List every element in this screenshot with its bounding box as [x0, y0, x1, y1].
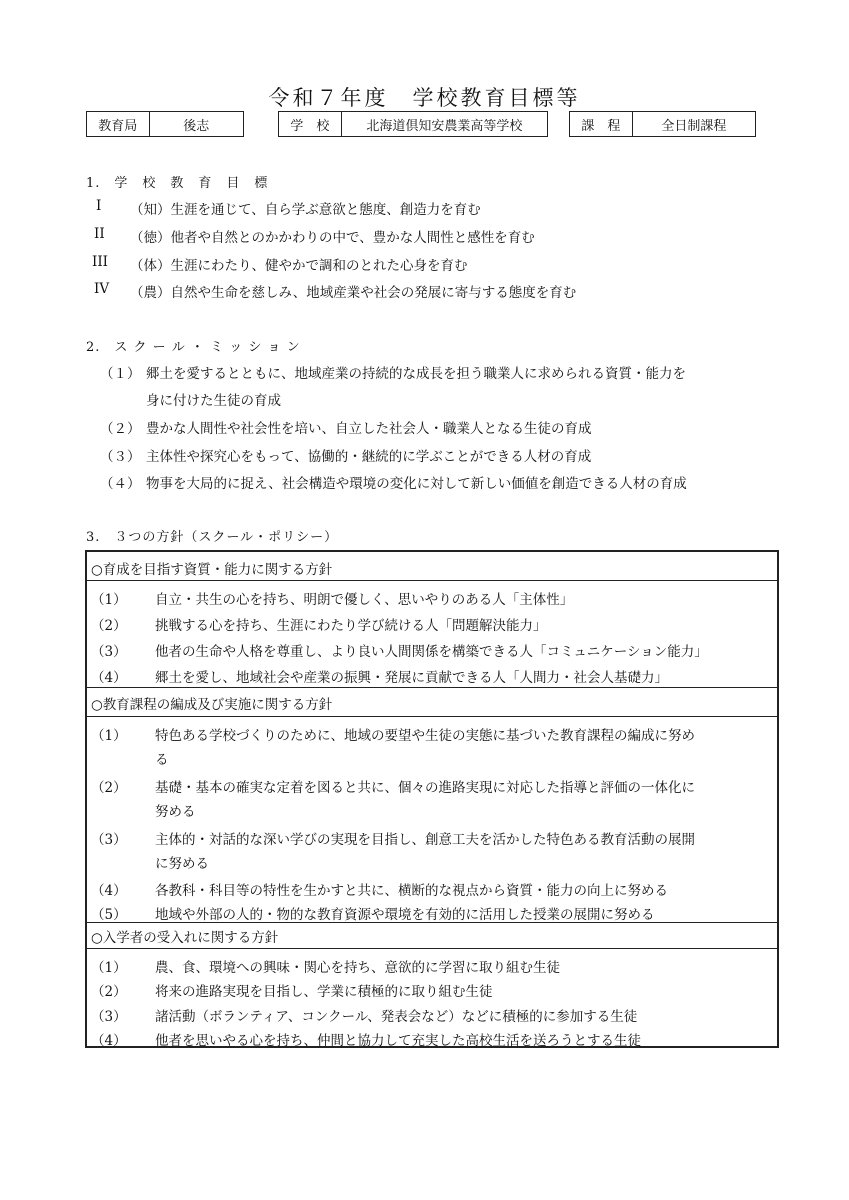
page-title: 令和７年度 学校教育目標等: [268, 86, 581, 110]
goal-text: （知）生涯を通じて、自ら学ぶ意欲と態度、創造力を育む: [130, 202, 481, 218]
policy-group-title: [87, 687, 777, 717]
item-num: （2）: [91, 984, 127, 1000]
goal-num: I: [96, 198, 102, 214]
item-text: 基礎・基本の確実な定着を図ると共に、個々の進路実現に対応した指導と評価の一体化に: [155, 780, 695, 796]
goal-text: （農）自然や生命を慈しみ、地域産業や社会の発展に寄与する態度を育む: [130, 285, 577, 301]
item-text: 各教科・科目等の特性を生かすと共に、横断的な視点から資質・能力の向上に努める: [155, 883, 668, 899]
section2-heading: 2. ス ク ー ル ・ ミ ッ シ ョ ン: [86, 340, 301, 355]
item-num: （1）: [91, 592, 127, 608]
policy-table: [85, 550, 779, 1048]
school-box: [278, 111, 548, 137]
policy-group-title: [87, 922, 777, 949]
course-label: 課 程: [570, 112, 633, 136]
item-num: （1）: [91, 728, 127, 744]
bureau-value: 後志: [183, 118, 210, 134]
goal-num: IV: [94, 281, 110, 297]
goal-text: （徳）他者や自然とのかかわりの中で、豊かな人間性と感性を育む: [130, 230, 535, 246]
group-title-text: ○育成を目指す資質・能力に関する方針: [91, 562, 333, 578]
section1-heading: 1. 学 校 教 育 目 標: [86, 176, 269, 191]
item-text: 郷土を愛し、地域社会や産業の振興・発展に貢献できる人「人間力・社会人基礎力」: [155, 670, 668, 686]
bureau-box: [86, 111, 244, 137]
mission-num: （１）: [100, 366, 141, 382]
group-title-text: ○入学者の受入れに関する方針: [91, 930, 279, 946]
mission-text: 主体性や探究心をもって、協働的・継続的に学ぶことができる人材の育成: [146, 449, 592, 465]
mission-text-cont: 身に付けた生徒の育成: [146, 393, 281, 409]
item-num: （3）: [91, 644, 127, 660]
bureau-label: 教育局: [87, 112, 150, 136]
item-text: 将来の進路実現を目指し、学業に積極的に取り組む生徒: [155, 984, 493, 1000]
item-num: （3）: [91, 1009, 127, 1025]
mission-text: 物事を大局的に捉え、社会構造や環境の変化に対して新しい価値を創造できる人材の育成: [146, 476, 687, 492]
section3-heading: 3. ３つの方針（スクール・ポリシー）: [86, 530, 339, 545]
item-num: （1）: [91, 960, 127, 976]
mission-text: 豊かな人間性や社会性を培い、自立した社会人・職業人となる生徒の育成: [146, 421, 592, 437]
item-num: （4）: [91, 1033, 127, 1049]
course-value: 全日制課程: [661, 118, 727, 134]
item-text: 挑戦する心を持ち、生涯にわたり学び続ける人「問題解決能力」: [155, 618, 547, 634]
item-text: 他者の生命や人格を尊重し、より良い人間関係を構築できる人「コミュニケーション能力」: [155, 644, 708, 660]
item-text: 地域や外部の人的・物的な教育資源や環境を有効的に活用した授業の展開に努める: [155, 907, 655, 923]
item-text: 農、食、環境への興味・関心を持ち、意欲的に学習に取り組む生徒: [155, 960, 560, 976]
item-num: （2）: [91, 780, 127, 796]
item-text: 諸活動（ボランティア、コンクール、発表会など）などに積極的に参加する生徒: [155, 1009, 638, 1025]
item-num: （2）: [91, 618, 127, 634]
mission-num: （３）: [100, 449, 141, 465]
item-text-cont: 努める: [155, 804, 196, 820]
goal-text: （体）生涯にわたり、健やかで調和のとれた心身を育む: [130, 258, 468, 274]
item-text-cont: に努める: [155, 856, 209, 872]
mission-text: 郷土を愛するとともに、地域産業の持続的な成長を担う職業人に求められる資質・能力を: [146, 366, 686, 382]
item-num: （3）: [91, 832, 127, 848]
item-num: （5）: [91, 907, 127, 923]
item-text: 主体的・対話的な深い学びの実現を目指し、創意工夫を活かした特色ある教育活動の展開: [155, 832, 695, 848]
course-box: [569, 111, 756, 137]
item-text-cont: る: [155, 752, 169, 768]
item-text: 特色ある学校づくりのために、地域の要望や生徒の実態に基づいた教育課程の編成に努め: [155, 728, 695, 744]
item-num: （4）: [91, 883, 127, 899]
item-num: （4）: [91, 670, 127, 686]
goal-num: II: [94, 226, 105, 242]
mission-num: （２）: [100, 421, 141, 437]
item-text: 他者を思いやる心を持ち、仲間と協力して充実した高校生活を送ろうとする生徒: [155, 1033, 641, 1049]
goal-num: III: [92, 254, 108, 270]
school-label: 学 校: [279, 112, 342, 136]
mission-num: （４）: [100, 476, 141, 492]
item-text: 自立・共生の心を持ち、明朗で優しく、思いやりのある人「主体性」: [155, 592, 574, 608]
policy-group-title: [87, 552, 777, 581]
group-title-text: ○教育課程の編成及び実施に関する方針: [91, 697, 333, 713]
school-value: 北海道倶知安農業高等学校: [366, 118, 523, 134]
